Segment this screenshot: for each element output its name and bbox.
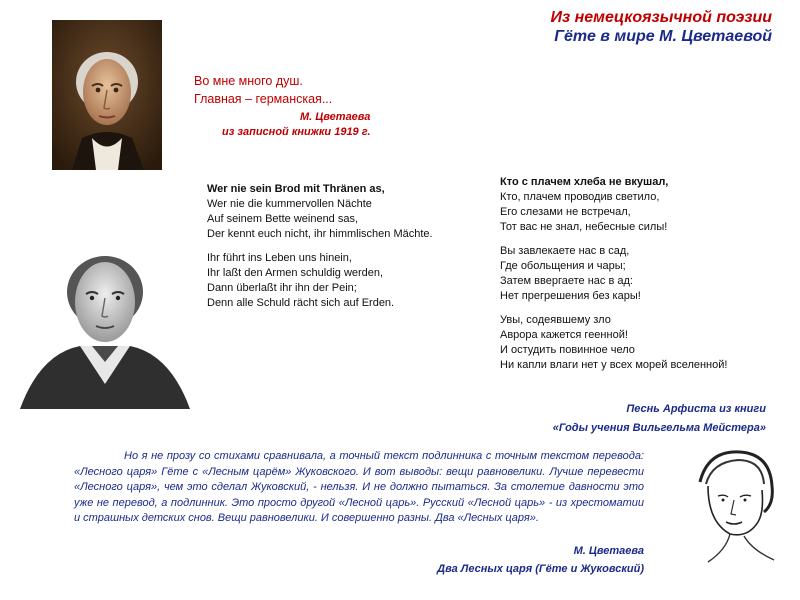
poem-line: Wer nie sein Brod mit Thränen as, <box>207 183 385 195</box>
zhukovsky-portrait <box>10 234 200 409</box>
poem-line: Кто с плачем хлеба не вкушал, <box>500 176 669 188</box>
poem-line: Вы завлекаете нас в сад, <box>500 245 630 257</box>
poem-line: Dann überlaßt ihr ihn der Pein; <box>207 282 357 294</box>
poem-german <box>207 182 433 311</box>
poem-line: И остудить повинное чело <box>500 344 635 356</box>
poem-line: Тот вас не знал, небесные силы! <box>500 221 668 233</box>
epigraph-author: М. Цветаева <box>300 111 371 123</box>
slide-title <box>550 8 772 46</box>
poem-caption-line-1: Песнь Арфиста из книги <box>626 403 766 415</box>
poem-line: Der kennt euch nicht, ihr himmlischen Mächte. <box>207 228 433 240</box>
title-line-2: Гёте в мире М. Цветаевой <box>554 28 772 45</box>
poem-line: Затем ввергаете нас в ад: <box>500 275 633 287</box>
poem-line: Где обольщения и чары; <box>500 260 626 272</box>
poem-line: Кто, плачем проводив светило, <box>500 191 660 203</box>
goethe-portrait <box>52 20 162 170</box>
poem-line: Ihr führt ins Leben uns hinein, <box>207 252 352 264</box>
title-line-1: Из немецкоязычной поэзии <box>550 9 772 26</box>
prose-author: М. Цветаева <box>573 545 644 557</box>
epigraph-line-2: Главная – германская... <box>194 92 333 106</box>
epigraph-source: из записной книжки 1919 г. <box>222 126 371 138</box>
prose-source: Два Лесных царя (Гёте и Жуковский) <box>437 563 644 575</box>
goethe-portrait-image <box>52 20 162 170</box>
epigraph-line-1: Во мне много душ. <box>194 74 303 88</box>
prose-quote: Но я не прозу со стихами сравнивала, а точный текст подлинника с точным текстом перевода: «Лесного царя» Гёте с «Лесным царём» Жуковского. И вот выводы: вещи равновелики. Лучше перевести «Лесного царя», чем это сделал Жуковский, - нельзя. И не должно пытаться. За столетие давности это уже не перевод, а подлинник. Это просто другой «Лесной царь». Русский «Лесной царь» - из хрестоматии и страшных детских снов. Вещи равновелики. И совершенно разны. Два «Лесных царя». <box>74 450 644 524</box>
epigraph <box>194 72 332 108</box>
poem-caption-line-2: «Годы учения Вильгельма Мейстера» <box>552 422 766 434</box>
zhukovsky-portrait-image <box>10 234 200 409</box>
poem-line: Ни капли влаги нет у всех морей вселенной! <box>500 359 728 371</box>
poem-line: Его слезами не встречал, <box>500 206 631 218</box>
poem-line: Auf seinem Bette weinend sas, <box>207 213 359 225</box>
poem-line: Ihr laßt den Armen schuldig werden, <box>207 267 384 279</box>
poem-line: Denn alle Schuld rächt sich auf Erden. <box>207 297 395 309</box>
poem-line: Wer nie die kummervollen Nächte <box>207 198 372 210</box>
poem-russian <box>500 175 727 373</box>
stanza-gap <box>207 242 433 251</box>
poem-line: Нет прегрешения без кары! <box>500 290 641 302</box>
tsvetaeva-sketch-image <box>678 442 790 564</box>
stanza-gap <box>500 304 727 313</box>
tsvetaeva-sketch <box>678 442 790 564</box>
stanza-gap <box>500 235 727 244</box>
poem-line: Аврора кажется геенной! <box>500 329 628 341</box>
poem-line: Увы, содеявшему зло <box>500 314 611 326</box>
